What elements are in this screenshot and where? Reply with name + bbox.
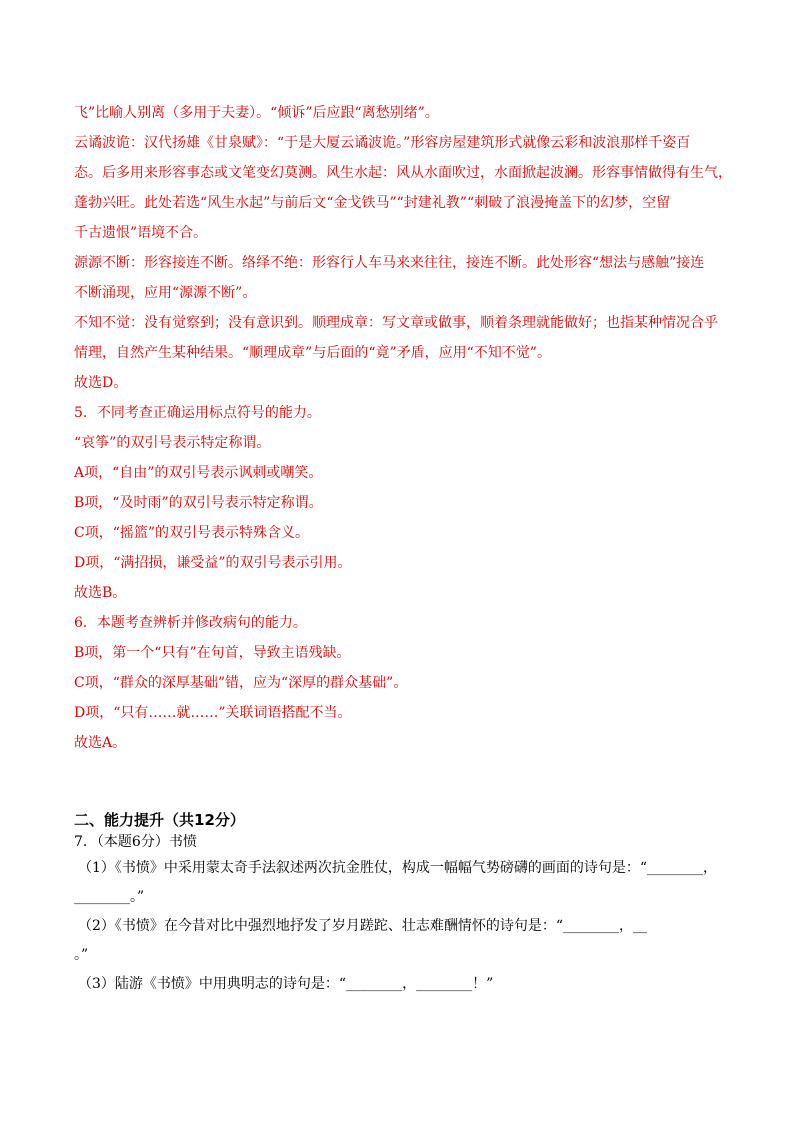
page-content bbox=[74, 98, 732, 999]
explanation-line: A项，“自由”的双引号表示讽刺或嘲笑。 bbox=[74, 465, 323, 481]
explanation-line: 不知不觉：没有觉察到；没有意识到。顺理成章：写文章或做事，顺着条理就能做好；也指某种情况合乎 bbox=[74, 315, 718, 331]
explanation-line: C项，“群众的深厚基础”错，应为“深厚的群众基础”。 bbox=[74, 675, 408, 691]
explanation-line: 5．不同考查正确运用标点符号的能力。 bbox=[74, 405, 321, 421]
explanation-line: B项，“及时雨”的双引号表示特定称谓。 bbox=[74, 495, 323, 511]
explanation-line: 6．本题考查辨析并修改病句的能力。 bbox=[74, 615, 307, 631]
section-title: 二、能力提升（共12分） bbox=[74, 811, 245, 829]
explanation-line: B项，第一个“只有”在句首，导致主语残缺。 bbox=[74, 645, 351, 661]
sub-question-continuation: 。” bbox=[74, 947, 89, 963]
explanation-line: 源源不断：形容接连不断。络绎不绝：形容行人车马来来往往，接连不断。此处形容“想法与感触”接连 bbox=[74, 255, 705, 271]
sub-question: （1）《书愤》中采用蒙太奇手法叙述两次抗金胜仗，构成一幅幅气势磅礴的画面的诗句是：“________， bbox=[78, 860, 718, 876]
sub-question: （2）《书愤》在今昔对比中强烈地抒发了岁月蹉跎、壮志难酬情怀的诗句是：“________，__ bbox=[78, 918, 648, 934]
answer-line: 故选D。 bbox=[74, 375, 128, 391]
sub-question: （3）陆游《书愤》中用典明志的诗句是：“________，________！” bbox=[78, 976, 494, 992]
sub-question-continuation: ________。” bbox=[74, 889, 145, 905]
explanation-line: 情理，自然产生某种结果。“顺理成章”与后面的“竟”矛盾，应用“不知不觉”。 bbox=[74, 345, 551, 361]
explanation-line: 态。后多用来形容事态或文笔变幻莫测。风生水起：风从水面吹过，水面掀起波澜。形容事情做得有生气， bbox=[74, 165, 732, 181]
explanation-line: “哀筝”的双引号表示特定称谓。 bbox=[74, 435, 271, 451]
explanation-line: D项，“只有……就……”关联词语搭配不当。 bbox=[74, 705, 352, 721]
answer-line: 故选A。 bbox=[74, 735, 127, 751]
explanation-line: 不断涌现，应用“源源不断”。 bbox=[74, 285, 257, 301]
explanation-line: C项，“摇篮”的双引号表示特殊含义。 bbox=[74, 525, 310, 541]
question-title: 7．（本题6分）书愤 bbox=[74, 834, 197, 850]
explanation-line: 云谲波诡：汉代扬雄《甘泉赋》：“于是大厦云谲波诡。”形容房屋建筑形式就像云彩和波浪那样千姿百 bbox=[74, 135, 691, 151]
explanation-line: 飞”比喻人别离（多用于夫妻）。“倾诉”后应跟“离愁别绪”。 bbox=[74, 105, 439, 121]
answer-line: 故选B。 bbox=[74, 585, 127, 601]
explanation-line: 千古遗恨”语境不合。 bbox=[74, 225, 208, 241]
explanation-line: 蓬勃兴旺。此处若选“风生水起”与前后文“金戈铁马”“封建礼教”“刺破了浪漫掩盖下的幻梦，空留 bbox=[74, 195, 671, 211]
explanation-line: D项，“满招损，谦受益”的双引号表示引用。 bbox=[74, 555, 352, 571]
